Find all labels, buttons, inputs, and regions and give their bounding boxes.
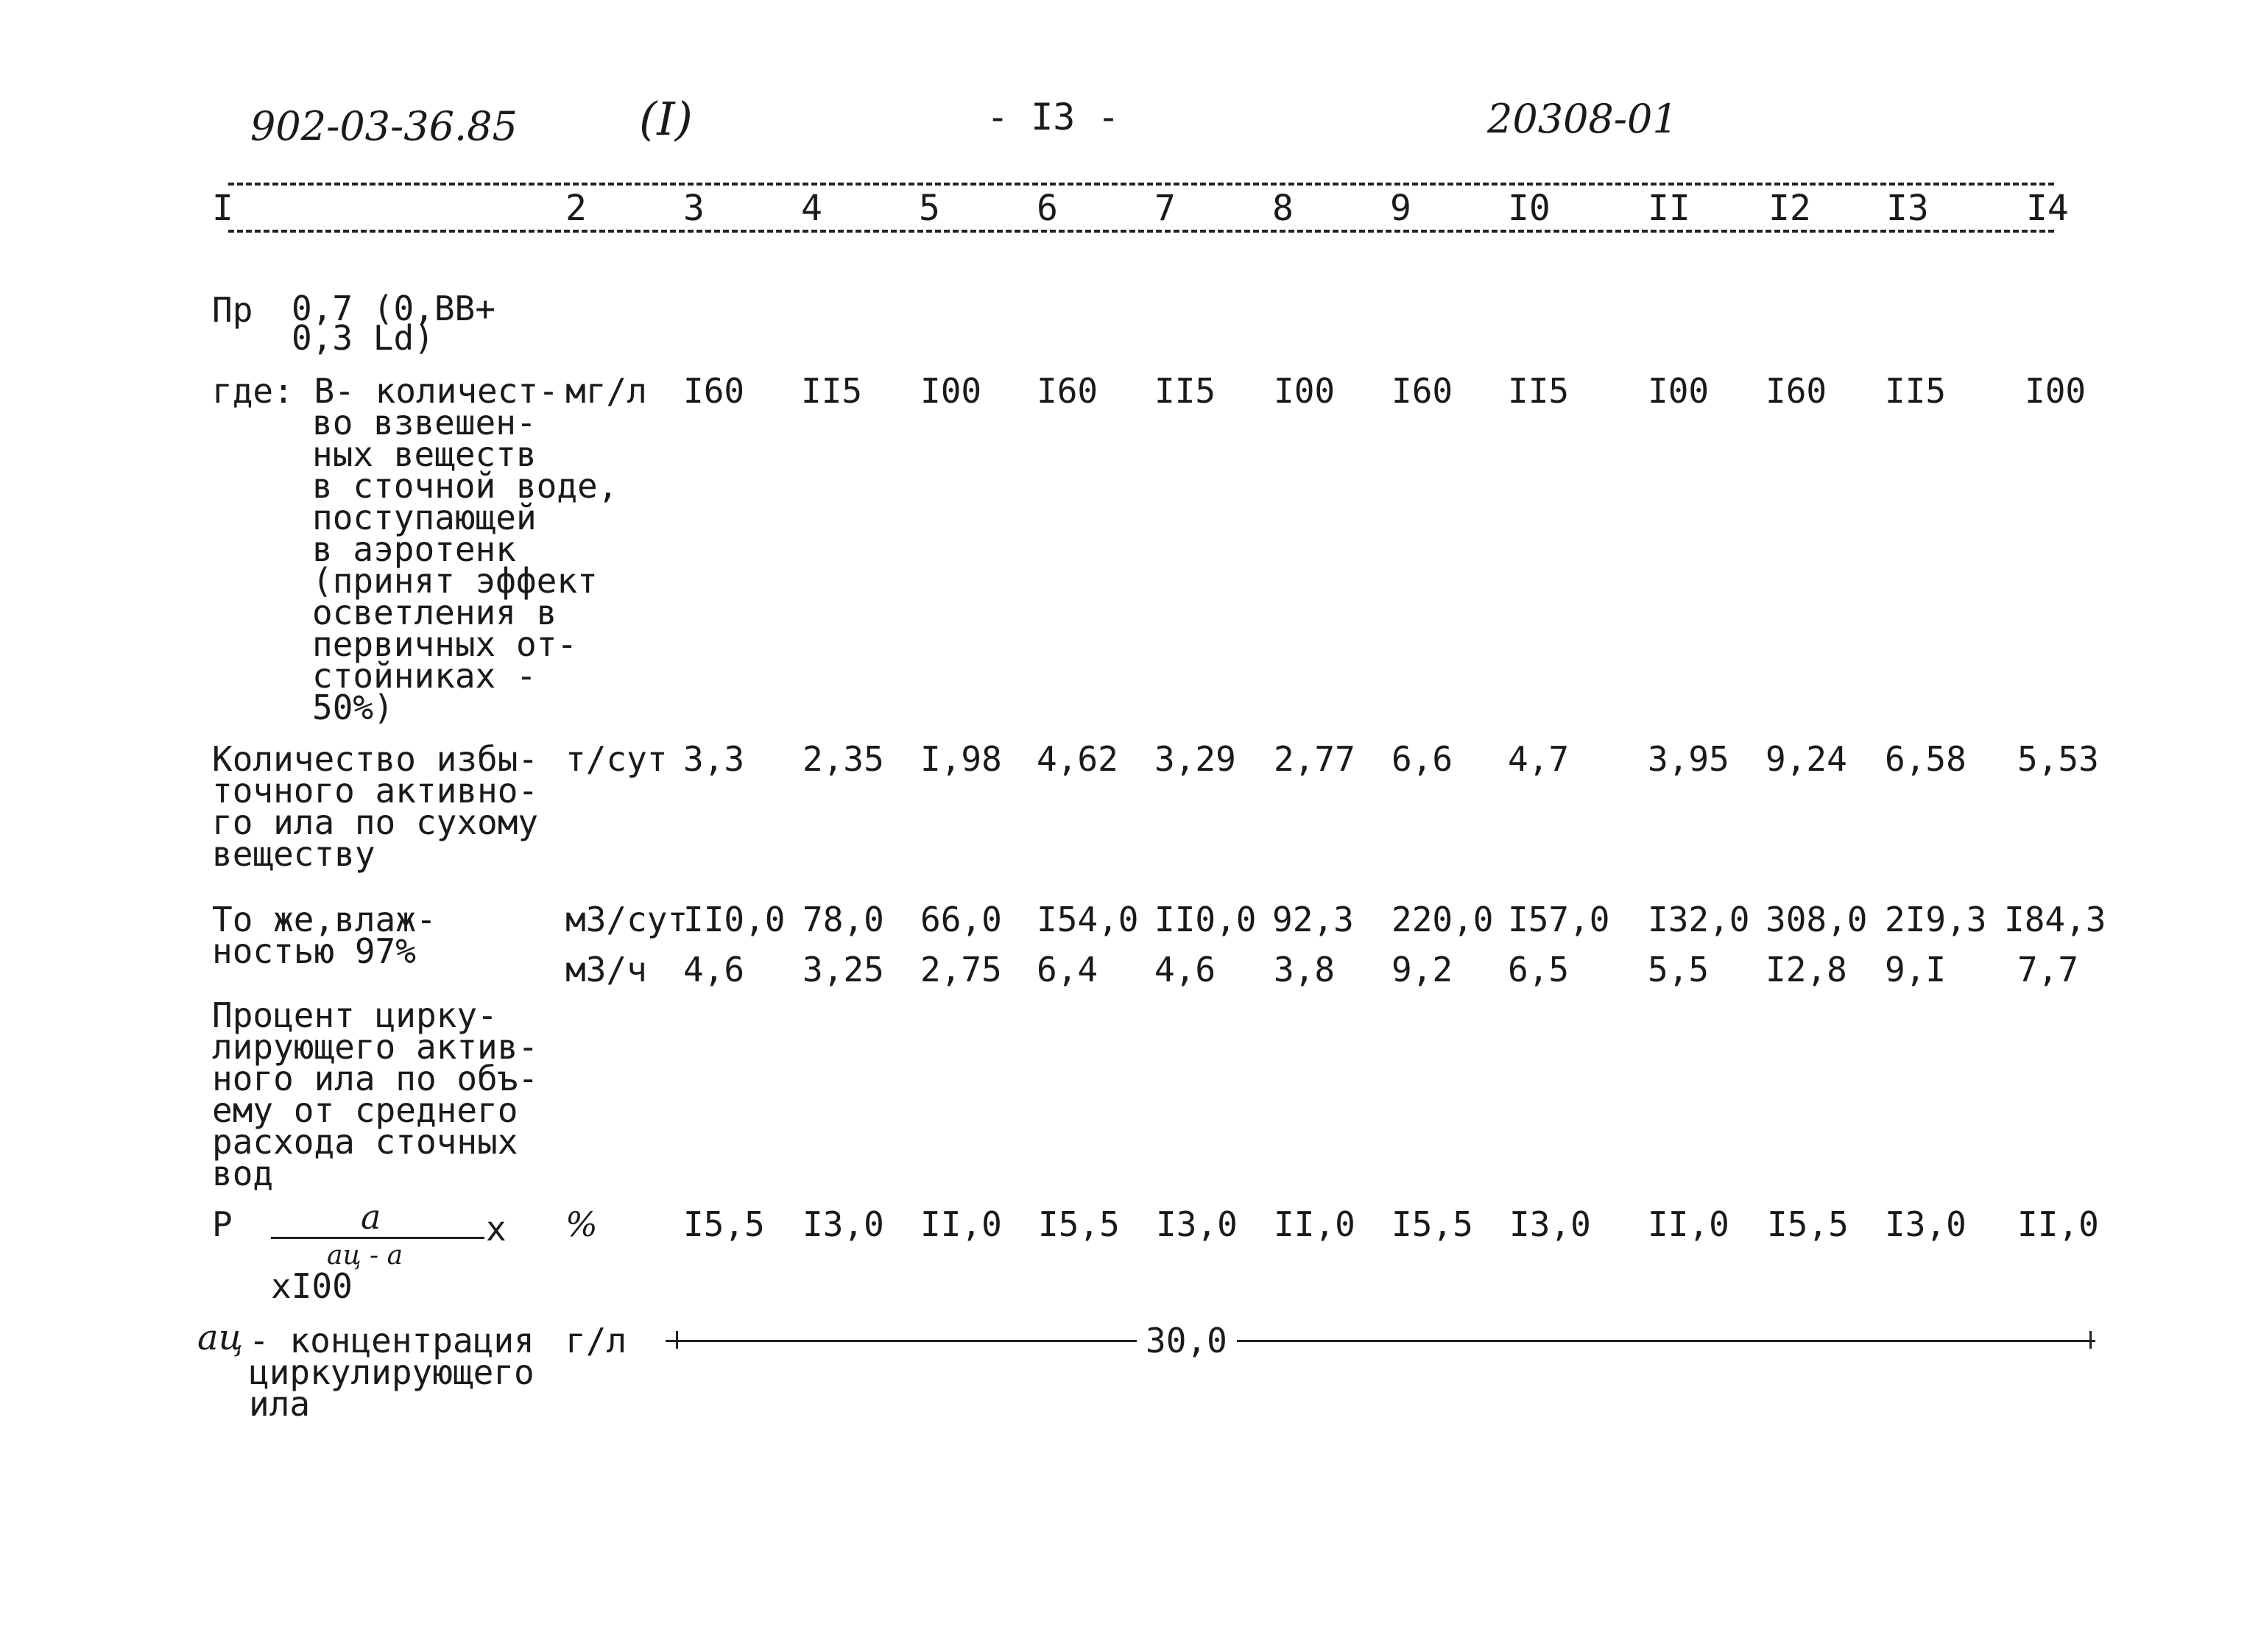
table-cell: I32,0	[1648, 900, 1750, 939]
table-cell: 4,6	[1154, 950, 1216, 989]
table-cell: 4,7	[1508, 739, 1570, 779]
page-number: - I3 -	[987, 96, 1120, 138]
column-number: 7	[1154, 188, 1176, 229]
table-cell: 3,95	[1648, 739, 1729, 779]
table-cell: II5	[801, 371, 863, 411]
table-cell: I5,5	[683, 1204, 765, 1244]
concentration-value: 30,0	[1146, 1321, 1227, 1360]
p-multiplier: xI00	[271, 1266, 353, 1306]
column-number: I	[212, 188, 233, 229]
table-cell: I3,0	[803, 1204, 884, 1244]
table-cell: I3,0	[1509, 1204, 1591, 1244]
table-cell: I2,8	[1766, 950, 1847, 989]
concentration-symbol: aц	[197, 1317, 244, 1358]
table-cell: 2,75	[920, 950, 1002, 989]
column-number: 9	[1390, 188, 1411, 229]
table-cell: II0,0	[1154, 900, 1257, 939]
table-cell: 3,8	[1274, 950, 1336, 989]
concentration-unit: г/л	[565, 1321, 627, 1360]
b-label-first-line: где: В- количест-	[212, 371, 559, 411]
table-cell: 78,0	[803, 900, 884, 939]
circulation-percent-label: Процент цирку- лирующего актив- ного ила по объ- ему от среднего расхода сточных вод	[212, 995, 539, 1193]
span-line-right	[1237, 1340, 2095, 1342]
table-cell: 7,7	[2017, 950, 2079, 989]
table-cell: II5	[1508, 371, 1570, 411]
table-cell: I54,0	[1037, 900, 1139, 939]
span-end-tick	[2089, 1331, 2092, 1349]
column-number: 6	[1037, 188, 1058, 229]
column-number: I0	[1508, 188, 1551, 229]
b-unit: мг/л	[565, 371, 647, 411]
table-cell: 6,4	[1037, 950, 1098, 989]
pr-label: Пр	[212, 290, 253, 330]
table-cell: I00	[920, 371, 982, 411]
excess-sludge-unit: т/сут	[565, 739, 668, 779]
table-cell: 4,6	[683, 950, 745, 989]
table-cell: 66,0	[920, 900, 1002, 939]
fraction-bar	[271, 1237, 484, 1239]
table-cell: 9,I	[1885, 950, 1947, 989]
table-cell: 5,53	[2017, 739, 2099, 779]
table-cell: 2,77	[1274, 739, 1355, 779]
table-cell: II5	[1885, 371, 1947, 411]
sheet-code: 20308-01	[1487, 96, 1678, 142]
table-cell: I3,0	[1885, 1204, 1967, 1244]
table-cell: I60	[683, 371, 745, 411]
table-cell: 6,5	[1508, 950, 1570, 989]
column-number: 5	[919, 188, 940, 229]
table-cell: 3,3	[683, 739, 745, 779]
table-cell: I60	[1391, 371, 1453, 411]
table-cell: I3,0	[1156, 1204, 1238, 1244]
p-numerator: a	[361, 1197, 381, 1237]
table-cell: 3,29	[1154, 739, 1236, 779]
moisture-unit-per-hour: м3/ч	[565, 950, 647, 989]
table-cell: I60	[1037, 371, 1098, 411]
table-cell: I00	[1648, 371, 1710, 411]
column-number: 3	[683, 188, 705, 229]
table-cell: 2,35	[803, 739, 884, 779]
table-cell: II,0	[1648, 1204, 1729, 1244]
table-cell: 92,3	[1272, 900, 1354, 939]
part-number: (I)	[639, 92, 693, 146]
table-cell: I5,5	[1391, 1204, 1473, 1244]
column-number: I2	[1768, 188, 1811, 229]
column-number: 8	[1272, 188, 1294, 229]
table-cell: II0,0	[683, 900, 786, 939]
p-times: x	[486, 1209, 507, 1249]
table-cell: I00	[1274, 371, 1336, 411]
table-cell: 9,2	[1391, 950, 1453, 989]
table-cell: 5,5	[1648, 950, 1710, 989]
table-cell: II,0	[920, 1204, 1002, 1244]
table-cell: II,0	[1274, 1204, 1355, 1244]
span-line-left	[666, 1340, 1137, 1342]
table-cell: 6,58	[1885, 739, 1967, 779]
column-number: I4	[2026, 188, 2069, 229]
table-cell: I60	[1766, 371, 1827, 411]
moisture-unit-per-day: м3/сут	[565, 900, 688, 939]
column-number: 4	[801, 188, 822, 229]
p-label: Р	[212, 1204, 233, 1244]
excess-sludge-label: Количество избы- точного активно- го ила по сухому веществу	[212, 739, 539, 874]
table-cell: I,98	[920, 739, 1002, 779]
table-cell: II5	[1154, 371, 1216, 411]
table-cell: 9,24	[1766, 739, 1847, 779]
column-number: 2	[565, 188, 587, 229]
table-cell: I5,5	[1038, 1204, 1120, 1244]
table-cell: I5,5	[1767, 1204, 1849, 1244]
header-bottom-rule	[228, 230, 2054, 233]
table-cell: 308,0	[1766, 900, 1868, 939]
p-denominator: aц - a	[327, 1240, 403, 1271]
table-cell: II,0	[2017, 1204, 2099, 1244]
table-cell: I84,3	[2004, 900, 2106, 939]
column-number: II	[1648, 188, 1690, 229]
doc-code: 902-03-36.85	[250, 103, 518, 149]
pr-formula-line1: 0,7 (0,BB+	[292, 289, 495, 328]
table-cell: 2I9,3	[1885, 900, 1987, 939]
concentration-label: - концентрация циркулирующего ила	[249, 1321, 535, 1424]
moisture-label: То же,влаж- ностью 97%	[212, 900, 437, 971]
table-cell: 4,62	[1037, 739, 1118, 779]
p-unit: %	[565, 1204, 598, 1244]
pr-formula-line2: 0,3 Ld)	[292, 318, 434, 358]
table-cell: 6,6	[1391, 739, 1453, 779]
table-cell: I00	[2025, 371, 2087, 411]
header-top-rule	[228, 183, 2054, 186]
b-label-continuation: во взвешен- ных веществ в сточной воде, поступающей в аэротенк (принят эффект осветления в первичных от- стойниках - 50%)	[312, 403, 618, 727]
column-number: I3	[1886, 188, 1929, 229]
table-cell: 3,25	[803, 950, 884, 989]
table-cell: 220,0	[1391, 900, 1494, 939]
table-cell: I57,0	[1508, 900, 1610, 939]
